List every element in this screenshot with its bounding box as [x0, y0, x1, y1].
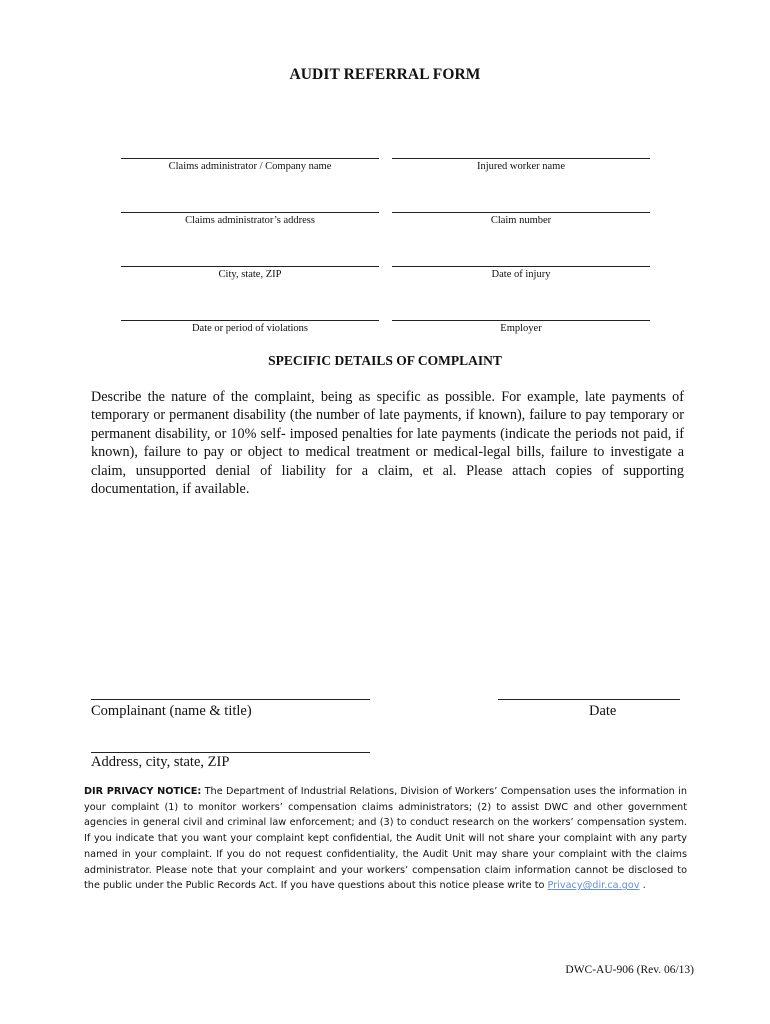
section-title: SPECIFIC DETAILS OF COMPLAINT — [268, 353, 502, 368]
privacy-notice-heading: DIR PRIVACY NOTICE: — [84, 786, 202, 797]
claims-admin-address-field[interactable] — [121, 212, 379, 226]
claim-number-field[interactable] — [392, 212, 650, 226]
input-line[interactable] — [121, 320, 379, 321]
input-line[interactable] — [121, 158, 379, 159]
complaint-description: Describe the nature of the complaint, being as specific as possible. For example, late payments of temporary or permanent disability (the number of late payments, if known), failure to pay temporary or permanent disability, or 10% self- imposed penalties for late payments (indicate the periods not paid, if known), failure to pay or object to medical treatment or medical-legal bills, failure to investigate a claim, unsupported denial of liability for a claim, et al. Please attach copies of supporting documentation, if available. — [91, 389, 684, 498]
claims-admin-company-field[interactable] — [121, 158, 379, 172]
injured-worker-field[interactable] — [392, 158, 650, 172]
input-line[interactable] — [392, 266, 650, 267]
claim-number-label: Claim number — [490, 215, 552, 226]
date-of-violations-field[interactable] — [121, 320, 379, 334]
privacy-notice-end: . — [639, 880, 646, 892]
input-line[interactable] — [392, 320, 650, 321]
complainant-label: Complainant (name & title) — [91, 703, 252, 719]
date-label: Date — [589, 703, 617, 719]
privacy-email-link[interactable]: Privacy@dir.ca.gov — [547, 880, 640, 892]
claims-admin-address-label: Claims administrator’s address — [185, 215, 315, 226]
form-code: DWC-AU-906 (Rev. 06/13) — [565, 964, 694, 976]
input-line[interactable] — [392, 212, 650, 213]
city-state-zip-field[interactable] — [121, 266, 379, 280]
employer-field[interactable] — [392, 320, 650, 334]
injured-worker-label: Injured worker name — [476, 161, 566, 172]
privacy-notice — [84, 784, 687, 894]
form-title: AUDIT REFERRAL FORM — [289, 66, 481, 83]
address-signature-line[interactable] — [91, 752, 370, 753]
city-state-zip-label: City, state, ZIP — [218, 269, 282, 280]
date-of-violations-label: Date or period of violations — [191, 323, 309, 334]
claims-admin-company-label: Claims administrator / Company name — [168, 161, 332, 172]
date-of-injury-field[interactable] — [392, 266, 650, 280]
date-of-injury-label: Date of injury — [491, 269, 551, 280]
privacy-notice-body: The Department of Industrial Relations, Division of Workers’ Compensation uses the information in your complaint (1) to monitor workers’ compensation claims administrators; (2) to assist DWC and other government agencies in general civil and criminal law enforcement; and (3) to conduct research on the workers’ compensation system. If you indicate that you want your complaint kept confidential, the Audit Unit will not share your complaint with any party named in your complaint. If you do not request confidentiality, the Audit Unit may share your complaint with the claims administrator. Please note that your complaint and your workers’ compensation claim information cannot be disclosed to the public under the Public Records Act. If you have questions about this notice please write to — [84, 786, 687, 892]
input-line[interactable] — [121, 212, 379, 213]
input-line[interactable] — [121, 266, 379, 267]
complainant-signature-line[interactable] — [91, 699, 370, 700]
date-signature-line[interactable] — [498, 699, 680, 700]
employer-label: Employer — [500, 323, 542, 334]
address-label: Address, city, state, ZIP — [91, 754, 230, 770]
input-line[interactable] — [392, 158, 650, 159]
